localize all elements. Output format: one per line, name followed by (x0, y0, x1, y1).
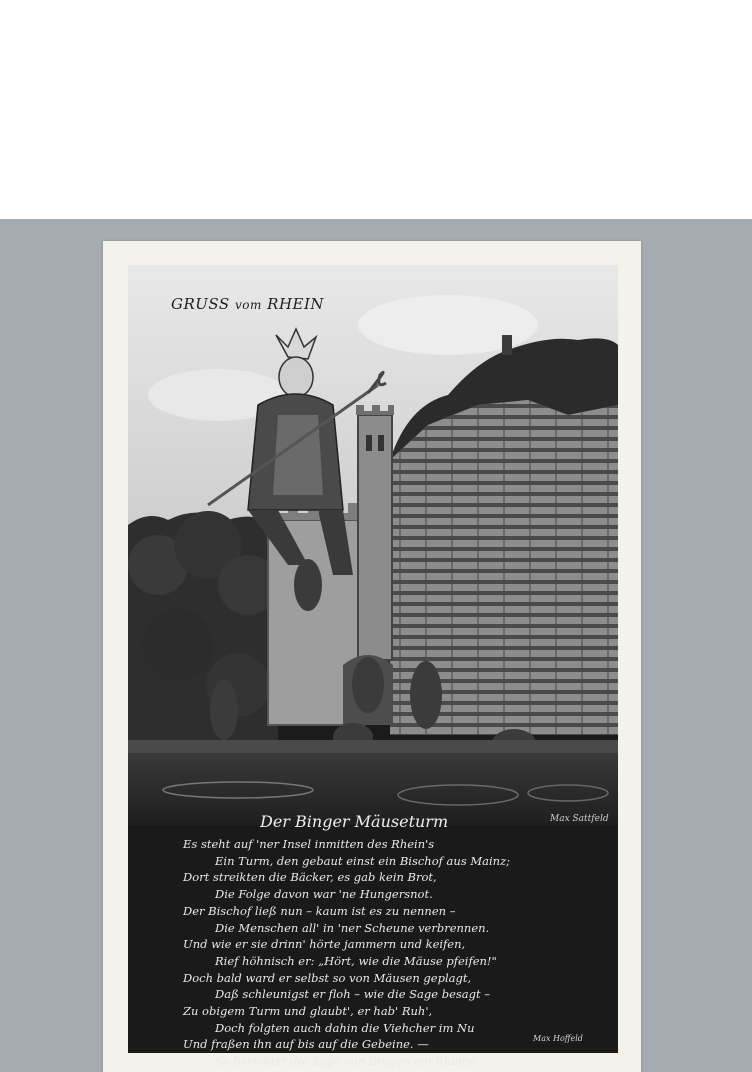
poem-line: Doch folgten auch dahin die Viehcher im Nu (215, 1020, 475, 1035)
greeting-word-rhein: RHEIN (267, 295, 325, 313)
greeting-caption (171, 295, 324, 313)
poem-line: Und fraßen ihn auf bis auf die Gebeine. — (183, 1037, 429, 1052)
slender-tower (358, 415, 392, 660)
artist-signature-small: Max Hoffeld (533, 1034, 583, 1043)
greeting-word-gruss: GRUSS (171, 295, 230, 313)
poem-line: Die Folge davon war 'ne Hungersnot. (215, 887, 433, 902)
greeting-word-vom: vom (235, 298, 262, 312)
poem-line: Zu obigem Turm und glaubt', er hab' Ruh', (183, 1004, 433, 1019)
poem-line: Rief höhnisch er: „Hört, wie die Mäuse pfeifen!" (215, 953, 497, 968)
postcard (103, 241, 641, 1072)
poem-line: Und wie er sie drinn' hörte jammern und keifen, (183, 937, 466, 952)
poem-line: Es steht auf 'ner Insel inmitten des Rhein's (183, 837, 435, 851)
poem-line: So berichtet die Sage von Bingen am Rheine. (215, 1054, 480, 1069)
hilltop-castle (502, 335, 512, 355)
poem-line: Dort streikten die Bäcker, es gab kein Brot, (183, 870, 437, 885)
poem-line: Die Menschen all' in 'ner Scheune verbrennen. (215, 920, 490, 935)
artist-signature: Max Sattfeld (550, 814, 609, 824)
poem-line: Doch bald ward er selbst so von Mäusen geplagt, (183, 970, 472, 985)
poem-line: Ein Turm, den gebaut einst ein Bischof aus Mainz; (215, 853, 511, 868)
poem-line: Daß schleunigst er floh – wie die Sage besagt – (215, 987, 491, 1002)
postcard-illustration (128, 265, 618, 1069)
poem-title: Der Binger Mäuseturm (260, 812, 449, 831)
poem-line: Der Bischof ließ nun – kaum ist es zu nennen – (183, 903, 456, 918)
